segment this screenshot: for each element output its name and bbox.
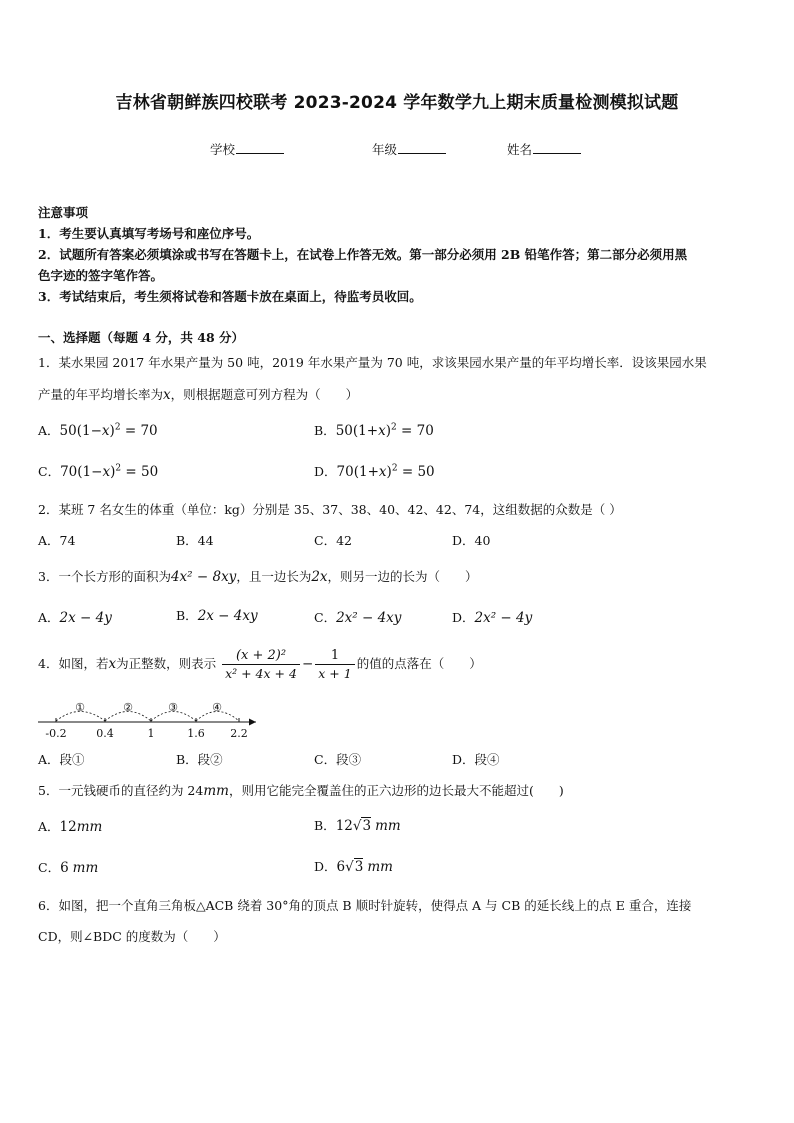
q4-option-b[interactable]: B．段②	[176, 752, 223, 767]
notice-item: 2．试题所有答案必须填涂或书写在答题卡上，在试卷上作答无效。第一部分必须用 2B 铅笔作答；第二部分必须用黑	[38, 247, 688, 262]
q6-stem-line2: CD，则∠BDC 的度数为（ ）	[38, 929, 226, 944]
q2-option-b[interactable]: B．44	[176, 533, 214, 548]
q3-option-c[interactable]: C．2x² − 4xy	[314, 610, 402, 626]
name-blank	[533, 142, 581, 154]
tick-label: 1.6	[187, 727, 205, 740]
number-line-arrow	[249, 719, 256, 726]
grade-field	[372, 140, 446, 158]
q3-option-a[interactable]: A．2x − 4y	[38, 610, 112, 626]
q4-fraction-2: $\frac{1}{x + 1}$	[315, 648, 354, 681]
grade-blank	[398, 142, 446, 154]
grade-label: 年级	[372, 142, 398, 157]
segment-label: ③	[168, 701, 178, 714]
q3-stem: 3．一个长方形的面积为4x² − 8xy，且一边长为2x，则另一边的长为（ ）	[38, 569, 478, 585]
q1-option-b[interactable]: B．$50(1+x)^2 = 70$	[314, 422, 434, 439]
segment-label: ④	[212, 701, 222, 714]
q1-option-a[interactable]: A．$50(1-x)^2 = 70$	[38, 422, 158, 439]
number-line-figure	[34, 696, 266, 740]
q6-stem-line1: 6．如图，把一个直角三角板△ACB 绕着 30°角的顶点 B 顺时针旋转，使得点 A 与 CB 的延长线上的点 E 重合，连接	[38, 898, 692, 913]
name-field	[507, 140, 581, 158]
tick-label: 0.4	[96, 727, 114, 740]
q5-option-d[interactable]: D．6√3 mm	[314, 859, 393, 875]
q1-stem-line2: 产量的年平均增长率为x，则根据题意可列方程为（ ）	[38, 387, 359, 403]
school-label: 学校	[210, 142, 236, 157]
notice-item: 色字迹的签字笔作答。	[38, 268, 164, 283]
q2-option-c[interactable]: C．42	[314, 533, 352, 548]
q3-option-b[interactable]: B．2x − 4xy	[176, 608, 258, 624]
q1-option-d[interactable]: D．$70(1+x)^2 = 50$	[314, 463, 435, 480]
q1-stem-line1: 1．某水果园 2017 年水果产量为 50 吨，2019 年水果产量为 70 吨，求该果园水果产量的年平均增长率．设该果园水果	[38, 355, 707, 370]
q4-option-d[interactable]: D．段④	[452, 752, 500, 767]
q4-stem: 4．如图，若x为正整数，则表示 $\frac{\text{(x + 2)²}}{\text{x² + 4x + 4}}$ − $\frac{1}{x + 1}$ 的值的点落在（ ）	[38, 648, 482, 681]
tick-label: 2.2	[230, 727, 248, 740]
segment-label: ②	[123, 701, 133, 714]
name-label: 姓名	[507, 142, 533, 157]
q5-option-c[interactable]: C．6 mm	[38, 860, 99, 876]
q4-option-a[interactable]: A．段①	[38, 752, 85, 767]
q5-option-a[interactable]: A．12mm	[38, 819, 103, 835]
q4-option-c[interactable]: C．段③	[314, 752, 362, 767]
notice-item: 1．考生要认真填写考场号和座位序号。	[38, 226, 260, 241]
q1-option-c[interactable]: C．$70(1-x)^2 = 50$	[38, 463, 159, 480]
tick-label: -0.2	[45, 727, 67, 740]
q2-option-a[interactable]: A．74	[38, 533, 76, 548]
segment-label: ①	[75, 701, 85, 714]
q3-option-d[interactable]: D．2x² − 4y	[452, 610, 533, 626]
section-heading: 一、选择题（每题 4 分，共 48 分）	[38, 330, 245, 345]
q2-option-d[interactable]: D．40	[452, 533, 491, 548]
notice-heading: 注意事项	[38, 205, 89, 220]
q5-stem: 5．一元钱硬币的直径约为 24mm，则用它能完全覆盖住的正六边形的边长最大不能超过( )	[38, 783, 564, 799]
school-field	[210, 140, 284, 158]
tick-label: 1	[147, 727, 155, 740]
page-title: 吉林省朝鲜族四校联考 2023-2024 学年数学九上期末质量检测模拟试题	[115, 93, 679, 113]
q2-stem: 2．某班 7 名女生的体重（单位：kg）分别是 35、37、38、40、42、42、74，这组数据的众数是（ ）	[38, 502, 622, 517]
q5-option-b[interactable]: B．12√3 mm	[314, 818, 401, 834]
notice-item: 3．考试结束后，考生须将试卷和答题卡放在桌面上，待监考员收回。	[38, 289, 422, 304]
school-blank	[236, 142, 284, 154]
tick-marks	[56, 718, 239, 722]
q4-fraction-1: $\frac{\text{(x + 2)²}}{\text{x² + 4x + 4}}$	[222, 648, 300, 681]
